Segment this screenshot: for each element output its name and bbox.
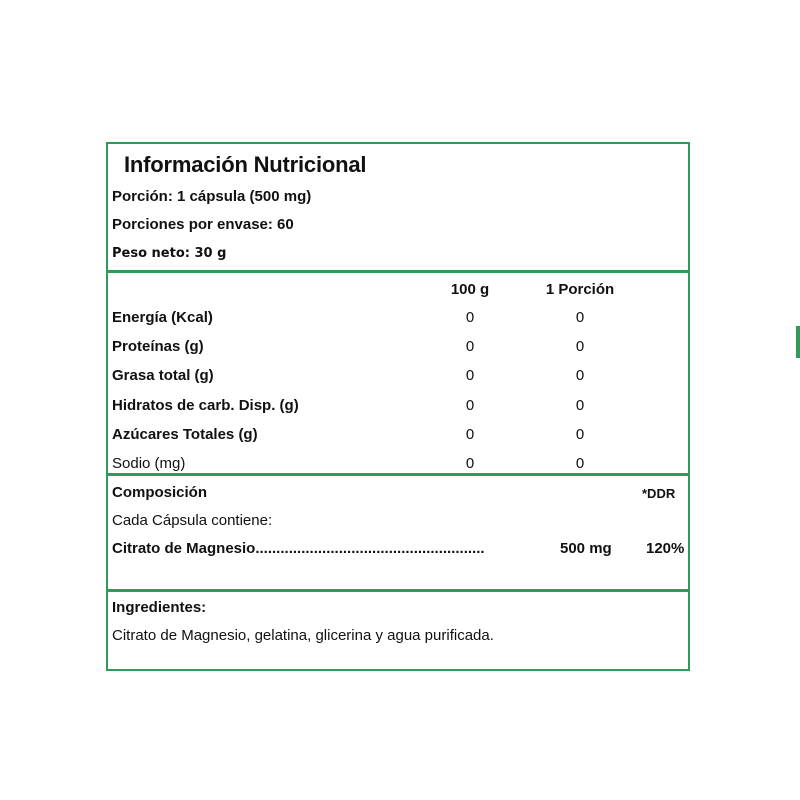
nutrient-name: Energía (Kcal) bbox=[112, 309, 213, 326]
net-weight: Peso neto: 30 g bbox=[112, 246, 227, 261]
nutrient-name: Grasa total (g) bbox=[112, 367, 214, 385]
section-divider bbox=[108, 473, 688, 476]
nutrient-value-100g: 0 bbox=[465, 338, 475, 356]
nutrient-value-100g: 0 bbox=[465, 367, 475, 385]
nutrient-name: Proteínas (g) bbox=[112, 338, 204, 356]
label-title: Información Nutricional bbox=[124, 152, 367, 177]
nutrition-label bbox=[106, 142, 690, 671]
edge-mark bbox=[796, 326, 800, 358]
nutrient-value-per-serving: 0 bbox=[575, 425, 585, 443]
nutrient-value-100g: 0 bbox=[465, 455, 475, 472]
nutrient-name: Hidratos de carb. Disp. (g) bbox=[112, 396, 299, 414]
section-divider bbox=[108, 270, 688, 273]
ingredients-heading: Ingredientes: bbox=[112, 599, 207, 616]
nutrient-value-per-serving: 0 bbox=[575, 338, 585, 356]
composition-item-name: Citrato de Magnesio....................................................... bbox=[112, 541, 485, 556]
section-divider bbox=[108, 589, 688, 592]
nutrient-value-100g: 0 bbox=[465, 396, 475, 414]
header-100g: 100 g bbox=[450, 281, 490, 298]
nutrient-name: Sodio (mg) bbox=[112, 455, 186, 472]
serving-size: Porción: 1 cápsula (500 mg) bbox=[112, 188, 312, 205]
nutrient-name: Azúcares Totales (g) bbox=[112, 425, 258, 443]
nutrient-value-per-serving: 0 bbox=[575, 455, 585, 472]
nutrient-value-per-serving: 0 bbox=[575, 309, 585, 326]
nutrient-value-100g: 0 bbox=[465, 425, 475, 443]
composition-heading: Composición bbox=[112, 484, 208, 501]
nutrient-value-100g: 0 bbox=[465, 309, 475, 326]
header-per-serving: 1 Porción bbox=[545, 281, 615, 298]
nutrient-value-per-serving: 0 bbox=[575, 367, 585, 385]
ddr-label: *DDR bbox=[642, 486, 676, 501]
servings-per-container: Porciones por envase: 60 bbox=[112, 216, 294, 233]
composition-item-amount: 500 mg bbox=[560, 540, 612, 557]
nutrient-value-per-serving: 0 bbox=[575, 396, 585, 414]
composition-item-ddr: 120% bbox=[646, 540, 685, 557]
composition-subheading: Cada Cápsula contiene: bbox=[112, 512, 273, 529]
ingredients-text: Citrato de Magnesio, gelatina, glicerina y agua purificada. bbox=[112, 627, 494, 644]
